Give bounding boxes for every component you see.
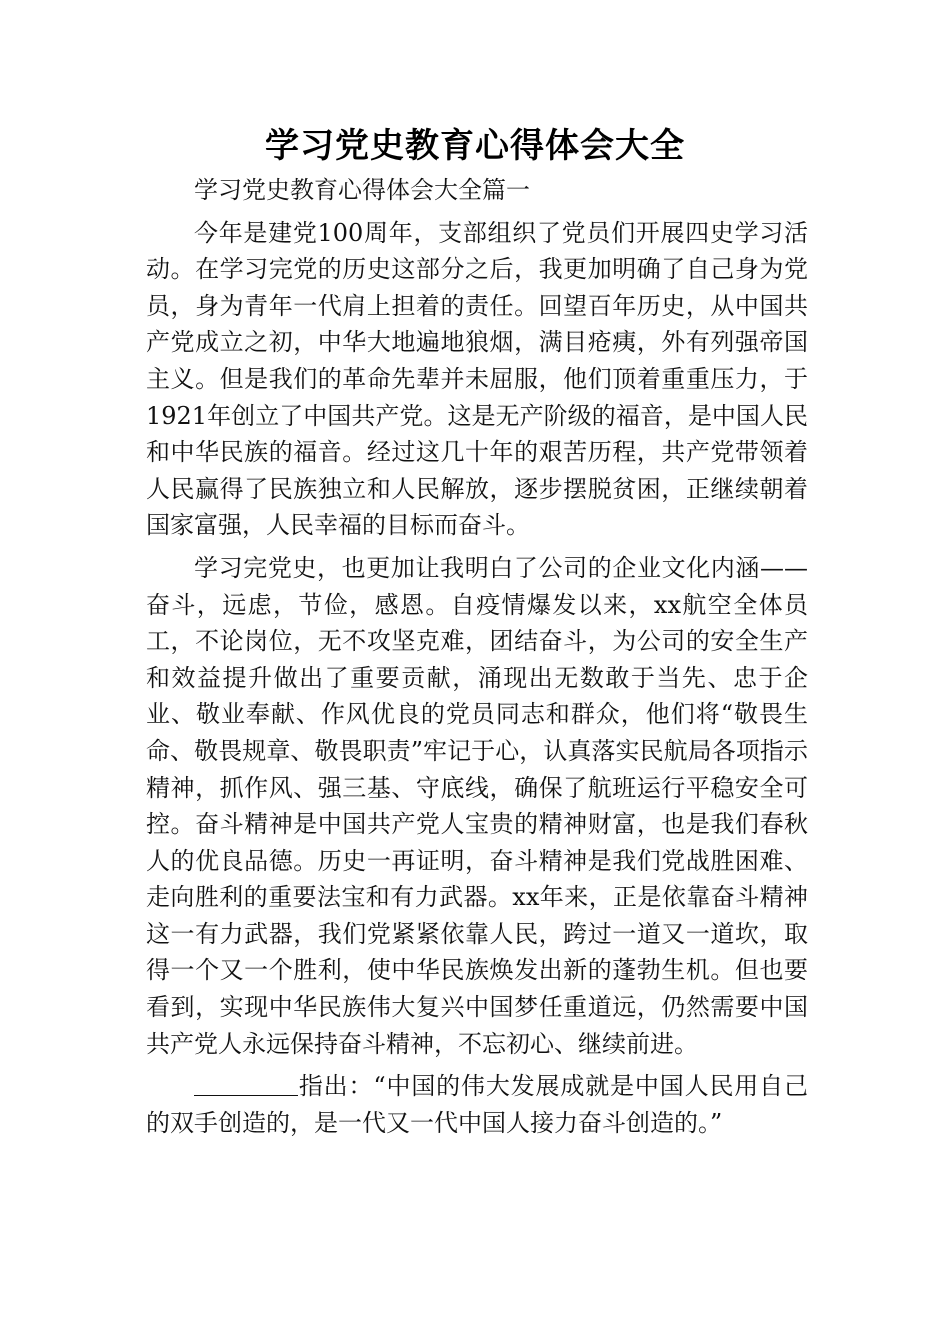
section-heading: 学习党史教育心得体会大全篇一 xyxy=(194,176,530,204)
paragraph-2: 学习完党史，也更加让我明白了公司的企业文化内涵——奋斗，远虑，节俭，感恩。自疫情爆发以来，xx航空全体员工，不论岗位，无不攻坚克难，团结奋斗，为公司的安全生产和效益提升做出了重要贡献，涌现出无数敢于当先、忠于企业、敬业奉献、作风优良的党员同志和群众，他们将“敬畏生命、敬畏规章、敬畏职责”牢记于心，认真落实民航局各项指示精神，抓作风、强三基、守底线，确保了航班运行平稳安全可控。奋斗精神是中国共产党人宝贵的精神财富，也是我们春秋人的优良品德。历史一再证明，奋斗精神是我们党战胜困难、走向胜利的重要法宝和有力武器。xx年来，正是依靠奋斗精神这一有力武器，我们党紧紧依靠人民，跨过一道又一道坎，取得一个又一个胜利，使中华民族焕发出新的蓬勃生机。但也要看到，实现中华民族伟大复兴中国梦任重道远，仍然需要中国共产党人永远保持奋斗精神，不忘初心、继续前进。 xyxy=(146,553,808,1058)
paragraph-3 xyxy=(146,1068,808,1141)
blank-underline xyxy=(194,1071,298,1096)
document-title: 学习党史教育心得体会大全 xyxy=(265,126,685,166)
paragraph-1: 今年是建党100周年，支部组织了党员们开展四史学习活动。在学习完党的历史这部分之后，我更加明确了自己身为党员，身为青年一代肩上担着的责任。回望百年历史，从中国共产党成立之初，中华大地遍地狼烟，满目疮痍，外有列强帝国主义。但是我们的革命先辈并未屈服，他们顶着重重压力，于1921年创立了中国共产党。这是无产阶级的福音，是中国人民和中华民族的福音。经过这几十年的艰苦历程，共产党带领着人民赢得了民族独立和人民解放，逐步摆脱贫困，正继续朝着国家富强，人民幸福的目标而奋斗。 xyxy=(146,218,808,540)
quote-text: 指出：“中国的伟大发展成就是中国人民用自己的双手创造的，是一代又一代中国人接力奋斗创造的。” xyxy=(146,1072,808,1137)
document-body xyxy=(146,172,808,1141)
